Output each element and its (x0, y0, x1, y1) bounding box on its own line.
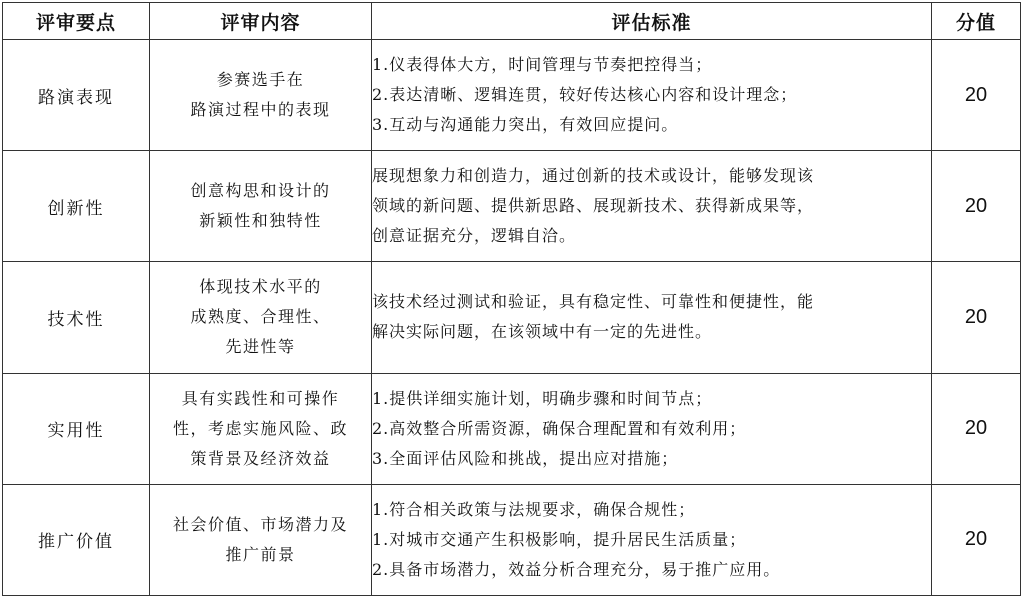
standard-line: 1.仪表得体大方，时间管理与节奏把控得当； (372, 55, 713, 75)
content-line: 创意构思和设计的 (190, 181, 331, 201)
evaluation-standard (372, 262, 932, 373)
evaluation-point: 路演表现 (3, 40, 150, 151)
header-evaluation-point: 评审要点 (3, 3, 150, 40)
standard-line: 1.对城市交通产生积极影响，提升居民生活质量； (372, 529, 747, 549)
standard-line: 1.符合相关政策与法规要求，确保合规性； (372, 499, 696, 519)
header-evaluation-standard: 评估标准 (372, 3, 932, 40)
table-row (3, 373, 1021, 484)
score-value: 20 (932, 373, 1021, 484)
content-line: 策背景及经济效益 (190, 448, 331, 468)
table-row (3, 262, 1021, 373)
content-line: 体现技术水平的 (199, 277, 322, 297)
content-line: 社会价值、市场潜力及 (172, 514, 348, 534)
standard-line: 2.具备市场潜力，效益分析合理充分，易于推广应用。 (372, 559, 781, 579)
evaluation-point: 推广价值 (3, 484, 150, 595)
evaluation-table (2, 2, 1021, 596)
score-value: 20 (932, 262, 1021, 373)
evaluation-content (150, 373, 372, 484)
evaluation-content (150, 484, 372, 595)
standard-line: 领域的新问题、提供新思路、展现新技术、获得新成果等， (372, 196, 815, 216)
standard-line: 2.高效整合所需资源，确保合理配置和有效利用； (372, 418, 747, 438)
score-value: 20 (932, 151, 1021, 262)
content-line: 路演过程中的表现 (190, 100, 331, 120)
content-line: 先进性等 (225, 337, 296, 357)
evaluation-point: 技术性 (3, 262, 150, 373)
evaluation-content (150, 40, 372, 151)
evaluation-content (150, 262, 372, 373)
standard-line: 3.全面评估风险和挑战，提出应对措施； (372, 448, 679, 468)
standard-line: 展现想象力和创造力，通过创新的技术或设计，能够发现该 (372, 166, 815, 186)
standard-line: 3.互动与沟通能力突出，有效回应提问。 (372, 115, 679, 135)
table-row (3, 40, 1021, 151)
evaluation-point: 实用性 (3, 373, 150, 484)
score-value: 20 (932, 484, 1021, 595)
standard-line: 该技术经过测试和验证，具有稳定性、可靠性和便捷性，能 (372, 292, 815, 312)
header-score: 分值 (932, 3, 1021, 40)
content-line: 成熟度、合理性、 (190, 307, 331, 327)
content-line: 性，考虑实施风险、政 (172, 418, 348, 438)
evaluation-standard (372, 484, 932, 595)
evaluation-standard (372, 151, 932, 262)
score-value: 20 (932, 40, 1021, 151)
content-line: 推广前景 (225, 544, 296, 564)
header-row (3, 3, 1021, 40)
evaluation-standard (372, 40, 932, 151)
content-line: 具有实践性和可操作 (181, 388, 340, 408)
standard-line: 解决实际问题，在该领域中有一定的先进性。 (372, 322, 713, 342)
content-line: 参赛选手在 (216, 70, 305, 90)
header-evaluation-content: 评审内容 (150, 3, 372, 40)
standard-line: 1.提供详细实施计划，明确步骤和时间节点； (372, 388, 713, 408)
standard-line: 2.表达清晰、逻辑连贯，较好传达核心内容和设计理念； (372, 85, 798, 105)
table-row (3, 151, 1021, 262)
evaluation-standard (372, 373, 932, 484)
standard-line: 创意证据充分，逻辑自洽。 (372, 226, 577, 246)
evaluation-content (150, 151, 372, 262)
table-row (3, 484, 1021, 595)
content-line: 新颖性和独特性 (199, 211, 322, 231)
evaluation-point: 创新性 (3, 151, 150, 262)
